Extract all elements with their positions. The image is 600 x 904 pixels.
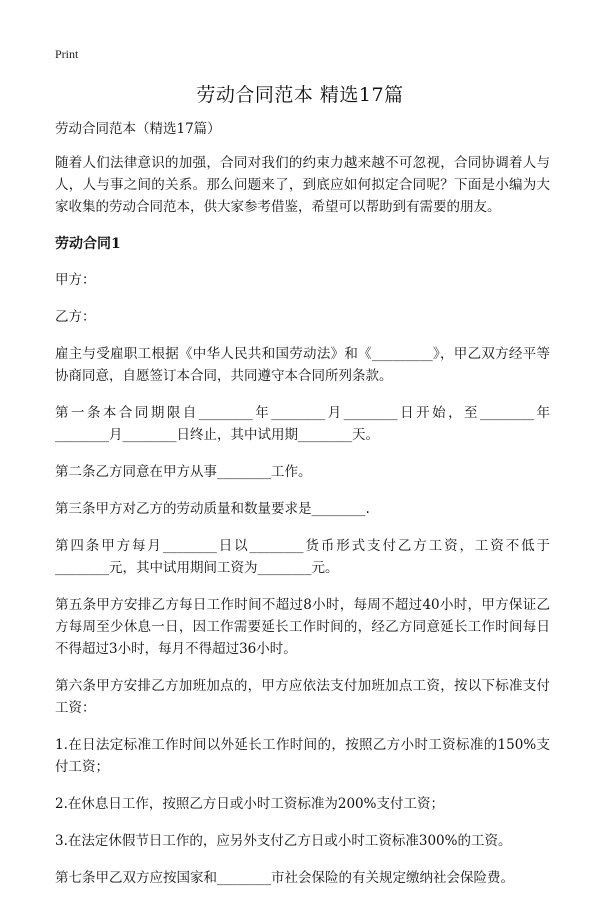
article-6: 第六条甲方安排乙方加班加点的，甲方应依法支付加班加点工资，按以下标准支付工资： [55,678,550,716]
article-4: 第四条甲方每月________日以________货币形式支付乙方工资，工资不低于________元，其中试用期间工资为________元。 [55,538,550,576]
party-b-line: 乙方： [55,309,96,325]
article-7: 第七条甲乙双方应按国家和________市社会保险的有关规定缴纳社会保险费。 [55,870,514,886]
article-5: 第五条甲方安排乙方每日工作时间不超过8小时，每周不超过40小时，甲方保证乙方每周至少休息一日，因工作需要延长工作时间的，经乙方同意延长工作时间每日不得超过3小时，每月不得超过36小时。 [55,597,550,657]
article-6-item-1: 1.在日法定标准工作时间以外延长工作时间的，按照乙方小时工资标准的150%支付工资； [55,737,550,775]
page-title: 劳动合同范本 精选17篇 [196,84,404,106]
article-6-item-2: 2.在休息日工作，按照乙方日或小时工资标准为200%支付工资； [55,796,444,812]
article-6-item-3: 3.在法定休假节日工作的，应另外支付乙方日或小时工资标准300%的工资。 [55,833,512,849]
intro-paragraph: 随着人们法律意识的加强，合同对我们的约束力越来越不可忽视，合同协调着人与人，人与事之间的关系。那么问题来了，到底应如何拟定合同呢？下面是小编为大家收集的劳动合同范本，供大家参考借鉴，希望可以帮助到有需要的朋友。 [55,155,550,215]
article-2: 第二条乙方同意在甲方从事________工作。 [55,464,312,480]
document-subtitle: 劳动合同范本（精选17篇） [55,121,221,137]
article-3: 第三条甲方对乙方的劳动质量和数量要求是________. [55,501,370,517]
article-1: 第一条本合同期限自________年________月________日开始，至________年________月________日终止，其中试用期________天。 [55,405,550,443]
section-heading: 劳动合同1 [55,236,121,252]
contract-preamble: 雇主与受雇职工根据《中华人民共和国劳动法》和《_________》，甲乙双方经平等协商同意，自愿签订本合同，共同遵守本合同所列条款。 [55,346,550,384]
print-link[interactable]: Print [55,47,79,61]
document-body [55,118,550,904]
party-a-line: 甲方： [55,272,96,288]
